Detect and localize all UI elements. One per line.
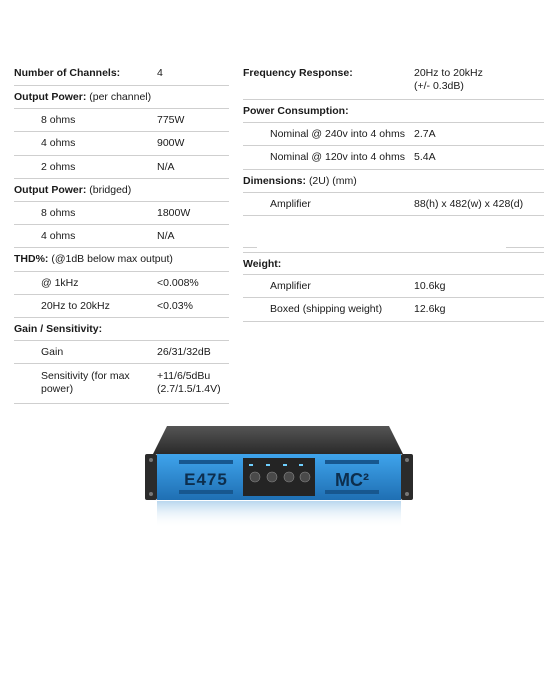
spec-key: Gain xyxy=(41,346,64,359)
spec-value: <0.03% xyxy=(157,299,193,312)
output-power-note: (bridged) xyxy=(89,183,132,196)
frequency-value-line2: (+/- 0.3dB) xyxy=(414,80,464,92)
spec-row xyxy=(14,156,229,179)
spec-row xyxy=(14,341,229,364)
spec-key: Amplifier xyxy=(270,197,311,210)
spec-value: N/A xyxy=(157,230,175,243)
spec-row-channels xyxy=(14,60,229,86)
thd-note: (@1dB below max output) xyxy=(51,253,173,266)
section-thd xyxy=(14,248,229,271)
thd-label: THD%: xyxy=(14,253,49,266)
channels-value: 4 xyxy=(157,66,163,79)
spec-row xyxy=(243,193,544,216)
spec-key: 20Hz to 20kHz xyxy=(41,299,110,312)
spec-value: 5.4A xyxy=(414,151,436,164)
sensitivity-key-line1: Sensitivity (for max xyxy=(41,370,130,383)
spec-row xyxy=(14,202,229,225)
frequency-value-line1: 20Hz to 20kHz xyxy=(414,67,483,79)
spec-key: 8 ohms xyxy=(41,114,76,127)
model-label: E475 xyxy=(184,470,228,489)
spec-row xyxy=(14,132,229,155)
spec-column-right xyxy=(243,60,544,322)
section-power-consumption xyxy=(243,100,544,123)
sensitivity-key-line2: power) xyxy=(41,383,74,396)
spec-row xyxy=(14,295,229,318)
spec-value: <0.008% xyxy=(157,276,199,289)
chassis-top xyxy=(153,426,403,454)
spec-row xyxy=(14,225,229,248)
sensitivity-value-line1: +11/6/5dBu xyxy=(157,370,211,383)
output-power-label: Output Power: xyxy=(14,91,87,104)
reflection xyxy=(157,501,401,528)
spec-key: Boxed (shipping weight) xyxy=(270,303,383,316)
spec-key: 4 ohms xyxy=(41,230,76,243)
divider xyxy=(506,247,544,248)
frequency-label: Frequency Response: xyxy=(243,67,353,79)
spec-row xyxy=(14,272,229,295)
weight-label: Weight: xyxy=(243,257,282,270)
spec-key: Amplifier xyxy=(270,280,311,293)
spec-key: 4 ohms xyxy=(41,137,76,150)
amplifier-product-image xyxy=(145,424,413,528)
spec-row xyxy=(243,146,544,169)
spec-key: Nominal @ 120v into 4 ohms xyxy=(270,151,405,164)
output-power-label: Output Power: xyxy=(14,183,87,196)
channels-label: Number of Channels: xyxy=(14,66,121,79)
spec-value: 88(h) x 482(w) x 428(d) xyxy=(414,197,524,210)
spec-row xyxy=(14,109,229,132)
sensitivity-value-line2: (2.7/1.5/1.4V) xyxy=(157,383,221,396)
spec-row xyxy=(243,298,544,321)
gain-sensitivity-label: Gain / Sensitivity: xyxy=(14,322,103,335)
blank-row xyxy=(243,216,544,252)
spec-key: 8 ohms xyxy=(41,207,76,220)
section-output-per-channel xyxy=(14,86,229,109)
dimensions-note: (2U) (mm) xyxy=(308,174,357,187)
spec-value: 1800W xyxy=(157,207,191,220)
spec-row xyxy=(243,123,544,146)
spec-value: 900W xyxy=(157,137,185,150)
brand-logo: MC² xyxy=(335,470,369,490)
spec-value: 26/31/32dB xyxy=(157,346,211,359)
section-dimensions xyxy=(243,170,544,193)
spec-key: 2 ohms xyxy=(41,160,76,173)
spec-value: N/A xyxy=(157,160,175,173)
dimensions-label: Dimensions: xyxy=(243,174,307,187)
spec-value: 775W xyxy=(157,114,185,127)
output-power-note: (per channel) xyxy=(89,91,152,104)
spec-column-left xyxy=(14,60,229,404)
spec-row-frequency xyxy=(243,60,544,100)
spec-row xyxy=(243,275,544,298)
spec-row-sensitivity xyxy=(14,364,229,404)
spec-value: 2.7A xyxy=(414,128,436,141)
section-gain-sensitivity xyxy=(14,318,229,341)
spec-key: @ 1kHz xyxy=(41,276,79,289)
spec-key: Nominal @ 240v into 4 ohms xyxy=(270,128,405,141)
power-consumption-label: Power Consumption: xyxy=(243,105,349,118)
section-output-bridged xyxy=(14,179,229,202)
section-weight xyxy=(243,252,544,275)
spec-value: 12.6kg xyxy=(414,303,446,316)
divider xyxy=(243,247,257,248)
spec-value: 10.6kg xyxy=(414,280,446,293)
